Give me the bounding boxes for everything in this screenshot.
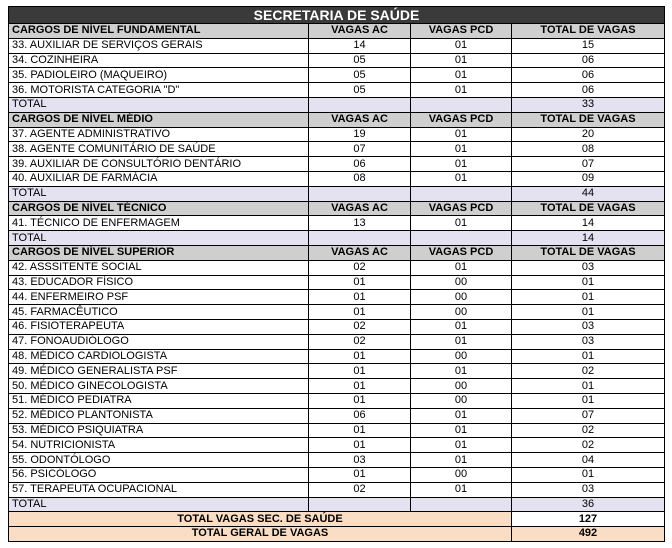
col-header-total-vagas: TOTAL DE VAGAS: [512, 24, 665, 39]
table-row: [9, 290, 665, 305]
cargo-cell: 54. NUTRICIONISTA: [9, 438, 309, 453]
vagas-ac-cell: 01: [309, 275, 411, 290]
section-total-label: TOTAL: [9, 186, 309, 201]
cargo-cell: 40. AUXILIAR DE FARMÁCIA: [9, 171, 309, 186]
section-total-row: [9, 186, 665, 201]
section-total-row: [9, 97, 665, 112]
total-vagas-cell: 03: [512, 482, 665, 497]
vagas-pcd-cell: 01: [411, 127, 512, 142]
vagas-pcd-cell: 01: [411, 453, 512, 468]
vagas-ac-cell: 05: [309, 68, 411, 83]
total-vagas-cell: 07: [512, 408, 665, 423]
vagas-pcd-cell: 01: [411, 260, 512, 275]
empty-cell: [309, 497, 411, 512]
section-total-row: [9, 231, 665, 246]
vagas-pcd-cell: 01: [411, 334, 512, 349]
total-vagas-cell: 03: [512, 319, 665, 334]
cargo-cell: 43. EDUCADOR FÍSICO: [9, 275, 309, 290]
total-vagas-cell: 08: [512, 142, 665, 157]
table-row: [9, 127, 665, 142]
table-row: [9, 275, 665, 290]
col-header-vagas-pcd: VAGAS PCD: [411, 112, 512, 127]
vagas-pcd-cell: 01: [411, 423, 512, 438]
vagas-ac-cell: 06: [309, 157, 411, 172]
cargo-cell: 36. MOTORISTA CATEGORIA "D": [9, 83, 309, 98]
cargo-cell: 44. ENFERMEIRO PSF: [9, 290, 309, 305]
total-vagas-cell: 04: [512, 453, 665, 468]
empty-cell: [309, 231, 411, 246]
vagas-pcd-cell: 01: [411, 319, 512, 334]
col-header-vagas-pcd: VAGAS PCD: [411, 245, 512, 260]
total-vagas-cell: 06: [512, 53, 665, 68]
empty-cell: [411, 497, 512, 512]
section-heading: CARGOS DE NÍVEL TÉCNICO: [9, 201, 309, 216]
vagas-pcd-cell: 01: [411, 408, 512, 423]
vagas-pcd-cell: 01: [411, 438, 512, 453]
vagas-ac-cell: 01: [309, 349, 411, 364]
total-sec-saude-value: 127: [512, 512, 665, 527]
table-row: [9, 438, 665, 453]
total-vagas-cell: 20: [512, 127, 665, 142]
cargo-cell: 53. MÉDICO PSIQUIATRA: [9, 423, 309, 438]
total-vagas-cell: 03: [512, 260, 665, 275]
section-heading: CARGOS DE NÍVEL SUPERIOR: [9, 245, 309, 260]
vagas-pcd-cell: 01: [411, 171, 512, 186]
cargo-cell: 51. MÉDICO PEDIATRA: [9, 393, 309, 408]
vagas-ac-cell: 01: [309, 290, 411, 305]
vagas-ac-cell: 06: [309, 408, 411, 423]
table-row: [9, 364, 665, 379]
section-total-label: TOTAL: [9, 497, 309, 512]
vagas-ac-cell: 02: [309, 260, 411, 275]
vagas-ac-cell: 01: [309, 379, 411, 394]
vagas-pcd-cell: 01: [411, 53, 512, 68]
table-row: [9, 53, 665, 68]
vagas-pcd-cell: 01: [411, 216, 512, 231]
cargo-cell: 34. COZINHEIRA: [9, 53, 309, 68]
table-row: [9, 453, 665, 468]
total-vagas-cell: 14: [512, 216, 665, 231]
col-header-vagas-pcd: VAGAS PCD: [411, 201, 512, 216]
vagas-ac-cell: 01: [309, 364, 411, 379]
vagas-pcd-cell: 01: [411, 142, 512, 157]
section-heading: CARGOS DE NÍVEL MÉDIO: [9, 112, 309, 127]
empty-cell: [309, 97, 411, 112]
total-vagas-cell: 02: [512, 438, 665, 453]
table-row: [9, 482, 665, 497]
section-total-label: TOTAL: [9, 231, 309, 246]
section-header-row: [9, 245, 665, 260]
col-header-total-vagas: TOTAL DE VAGAS: [512, 112, 665, 127]
vagas-pcd-cell: 01: [411, 364, 512, 379]
table-row: [9, 423, 665, 438]
section-total-value: 44: [512, 186, 665, 201]
empty-cell: [309, 186, 411, 201]
cargo-cell: 47. FONOAUDIÓLOGO: [9, 334, 309, 349]
cargo-cell: 57. TERAPEUTA OCUPACIONAL: [9, 482, 309, 497]
table-row: [9, 216, 665, 231]
total-geral-label: TOTAL GERAL DE VAGAS: [9, 527, 512, 542]
vagas-ac-cell: 02: [309, 319, 411, 334]
table-row: [9, 305, 665, 320]
cargo-cell: 56. PSICÓLOGO: [9, 467, 309, 482]
col-header-vagas-ac: VAGAS AC: [309, 201, 411, 216]
col-header-total-vagas: TOTAL DE VAGAS: [512, 245, 665, 260]
vagas-pcd-cell: 00: [411, 349, 512, 364]
empty-cell: [411, 186, 512, 201]
cargo-cell: 46. FISIOTERAPEUTA: [9, 319, 309, 334]
total-vagas-cell: 01: [512, 305, 665, 320]
vagas-pcd-cell: 00: [411, 305, 512, 320]
table-row: [9, 467, 665, 482]
table-row: [9, 171, 665, 186]
section-header-row: [9, 24, 665, 39]
vagas-pcd-cell: 00: [411, 467, 512, 482]
total-vagas-cell: 01: [512, 349, 665, 364]
cargo-cell: 52. MÉDICO PLANTONISTA: [9, 408, 309, 423]
table-row: [9, 83, 665, 98]
total-vagas-cell: 06: [512, 83, 665, 98]
section-total-row: [9, 497, 665, 512]
total-vagas-cell: 01: [512, 379, 665, 394]
col-header-vagas-ac: VAGAS AC: [309, 112, 411, 127]
section-heading: CARGOS DE NÍVEL FUNDAMENTAL: [9, 24, 309, 39]
vagas-pcd-cell: 01: [411, 38, 512, 53]
section-total-value: 36: [512, 497, 665, 512]
total-vagas-cell: 01: [512, 467, 665, 482]
total-vagas-cell: 01: [512, 275, 665, 290]
cargo-cell: 49. MÉDICO GENERALISTA PSF: [9, 364, 309, 379]
vagas-pcd-cell: 01: [411, 482, 512, 497]
total-vagas-cell: 15: [512, 38, 665, 53]
section-total-value: 14: [512, 231, 665, 246]
vagas-ac-cell: 03: [309, 453, 411, 468]
total-vagas-cell: 09: [512, 171, 665, 186]
total-geral-row: [9, 527, 665, 542]
table-row: [9, 142, 665, 157]
title-row: [9, 7, 665, 24]
vagas-pcd-cell: 00: [411, 379, 512, 394]
total-vagas-cell: 02: [512, 423, 665, 438]
table-row: [9, 38, 665, 53]
table-row: [9, 260, 665, 275]
vagas-ac-cell: 01: [309, 305, 411, 320]
total-sec-saude-label: TOTAL VAGAS SEC. DE SAÚDE: [9, 512, 512, 527]
vagas-pcd-cell: 00: [411, 290, 512, 305]
cargo-cell: 45. FARMACÊUTICO: [9, 305, 309, 320]
vagas-table: [8, 6, 665, 542]
vagas-pcd-cell: 00: [411, 275, 512, 290]
total-geral-value: 492: [512, 527, 665, 542]
cargo-cell: 50. MÉDICO GINECOLOGISTA: [9, 379, 309, 394]
section-total-value: 33: [512, 97, 665, 112]
vagas-ac-cell: 19: [309, 127, 411, 142]
vagas-ac-cell: 05: [309, 83, 411, 98]
total-vagas-cell: 07: [512, 157, 665, 172]
vagas-ac-cell: 01: [309, 467, 411, 482]
vagas-ac-cell: 01: [309, 438, 411, 453]
vagas-pcd-cell: 01: [411, 83, 512, 98]
total-sec-saude-row: [9, 512, 665, 527]
vagas-ac-cell: 14: [309, 38, 411, 53]
table-row: [9, 393, 665, 408]
vagas-ac-cell: 07: [309, 142, 411, 157]
empty-cell: [411, 97, 512, 112]
cargo-cell: 38. AGENTE COMUNITÁRIO DE SAÚDE: [9, 142, 309, 157]
col-header-vagas-pcd: VAGAS PCD: [411, 24, 512, 39]
table-row: [9, 379, 665, 394]
table-title: SECRETARIA DE SAÚDE: [9, 7, 665, 24]
total-vagas-cell: 03: [512, 334, 665, 349]
table-row: [9, 349, 665, 364]
section-header-row: [9, 112, 665, 127]
cargo-cell: 39. AUXILIAR DE CONSULTÓRIO DENTÁRIO: [9, 157, 309, 172]
vagas-ac-cell: 02: [309, 334, 411, 349]
table-row: [9, 334, 665, 349]
section-total-label: TOTAL: [9, 97, 309, 112]
total-vagas-cell: 06: [512, 68, 665, 83]
vagas-ac-cell: 01: [309, 423, 411, 438]
cargo-cell: 55. ODONTÓLOGO: [9, 453, 309, 468]
total-vagas-cell: 01: [512, 393, 665, 408]
vagas-pcd-cell: 01: [411, 68, 512, 83]
table-row: [9, 68, 665, 83]
table-row: [9, 408, 665, 423]
vagas-ac-cell: 08: [309, 171, 411, 186]
table-row: [9, 157, 665, 172]
total-vagas-cell: 02: [512, 364, 665, 379]
cargo-cell: 42. ASSSITENTE SOCIAL: [9, 260, 309, 275]
vagas-ac-cell: 05: [309, 53, 411, 68]
table-row: [9, 319, 665, 334]
vagas-pcd-cell: 01: [411, 157, 512, 172]
cargo-cell: 37. AGENTE ADMINISTRATIVO: [9, 127, 309, 142]
vagas-ac-cell: 02: [309, 482, 411, 497]
cargo-cell: 33. AUXILIAR DE SERVIÇOS GERAIS: [9, 38, 309, 53]
cargo-cell: 41. TÉCNICO DE ENFERMAGEM: [9, 216, 309, 231]
section-header-row: [9, 201, 665, 216]
vagas-sheet: [8, 6, 664, 542]
col-header-total-vagas: TOTAL DE VAGAS: [512, 201, 665, 216]
vagas-ac-cell: 01: [309, 393, 411, 408]
empty-cell: [411, 231, 512, 246]
col-header-vagas-ac: VAGAS AC: [309, 24, 411, 39]
col-header-vagas-ac: VAGAS AC: [309, 245, 411, 260]
cargo-cell: 35. PADIOLEIRO (MAQUEIRO): [9, 68, 309, 83]
vagas-pcd-cell: 00: [411, 393, 512, 408]
vagas-ac-cell: 13: [309, 216, 411, 231]
total-vagas-cell: 01: [512, 290, 665, 305]
cargo-cell: 48. MÉDICO CARDIOLOGISTA: [9, 349, 309, 364]
